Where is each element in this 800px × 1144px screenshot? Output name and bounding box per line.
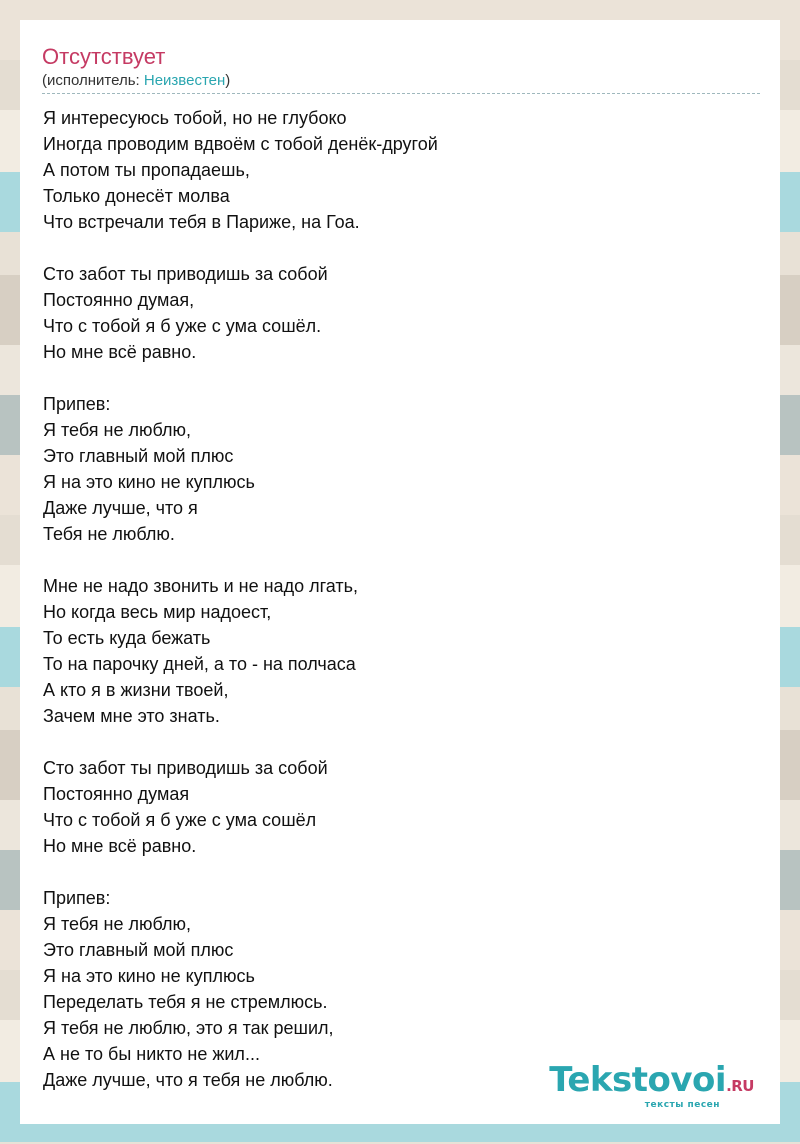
lyric-line: Но когда весь мир надоест, <box>43 602 272 622</box>
lyric-line: Иногда проводим вдвоём с тобой денёк-другой <box>43 134 438 154</box>
lyric-line: То есть куда бежать <box>43 628 211 648</box>
stanza-gap <box>43 365 743 391</box>
lyric-line: Только донесёт молва <box>43 186 230 206</box>
logo-wordmark <box>549 1062 754 1104</box>
lyrics-body <box>43 105 743 1093</box>
lyric-line: Припев: <box>43 888 111 908</box>
lyric-line: Это главный мой плюс <box>43 940 234 960</box>
logo-name: Tekstovoi <box>549 1060 727 1100</box>
lyric-line: А не то бы никто не жил... <box>43 1044 260 1064</box>
stanza-gap <box>43 729 743 755</box>
lyric-line: То на парочку дней, а то - на полчаса <box>43 654 356 674</box>
lyric-line: Переделать тебя я не стремлюсь. <box>43 992 328 1012</box>
lyric-line: Сто забот ты приводишь за собой <box>43 264 328 284</box>
lyric-line: Что с тобой я б уже с ума сошёл. <box>43 316 322 336</box>
lyric-line: Постоянно думая, <box>43 290 195 310</box>
lyric-line: Это главный мой плюс <box>43 446 234 466</box>
lyric-line: Я интересуюсь тобой, но не глубоко <box>43 108 347 128</box>
site-logo[interactable] <box>549 1062 754 1110</box>
lyric-line: Я тебя не люблю, <box>43 420 191 440</box>
artist-link[interactable]: Неизвестен <box>143 72 226 89</box>
stanza-gap <box>43 859 743 885</box>
lyric-line: Но мне всё равно. <box>43 342 197 362</box>
lyric-line: Припев: <box>43 394 111 414</box>
lyric-line: Я тебя не люблю, <box>43 914 191 934</box>
lyric-line: Даже лучше, что я <box>43 498 198 518</box>
lyric-line: А потом ты пропадаешь, <box>43 160 250 180</box>
lyrics-sheet <box>20 20 780 1124</box>
lyric-line: Я на это кино не куплюсь <box>43 966 255 986</box>
lyric-line: Тебя не люблю. <box>43 524 175 544</box>
lyric-line: Зачем мне это знать. <box>43 706 220 726</box>
lyric-line: Даже лучше, что я тебя не люблю. <box>43 1070 333 1090</box>
lyric-line: Но мне всё равно. <box>43 836 197 856</box>
lyric-line: Мне не надо звонить и не надо лгать, <box>43 576 358 596</box>
logo-tld: .RU <box>726 1077 754 1095</box>
artist-prefix: (исполнитель: <box>42 72 144 89</box>
stanza-gap <box>43 235 743 261</box>
lyric-line: Что встречали тебя в Париже, на Гоа. <box>43 212 360 232</box>
lyric-line: Постоянно думая <box>43 784 190 804</box>
logo-tagline: тексты песен <box>644 1100 720 1110</box>
lyric-line: Сто забот ты приводишь за собой <box>43 758 328 778</box>
stanza-gap <box>43 547 743 573</box>
artist-suffix: ) <box>225 72 231 89</box>
artist-line <box>42 72 230 90</box>
lyric-line: Что с тобой я б уже с ума сошёл <box>43 810 317 830</box>
header-divider <box>42 93 760 94</box>
lyric-line: А кто я в жизни твоей, <box>43 680 229 700</box>
lyric-line: Я тебя не люблю, это я так решил, <box>43 1018 334 1038</box>
lyric-line: Я на это кино не куплюсь <box>43 472 255 492</box>
song-title: Отсутствует <box>42 44 166 69</box>
